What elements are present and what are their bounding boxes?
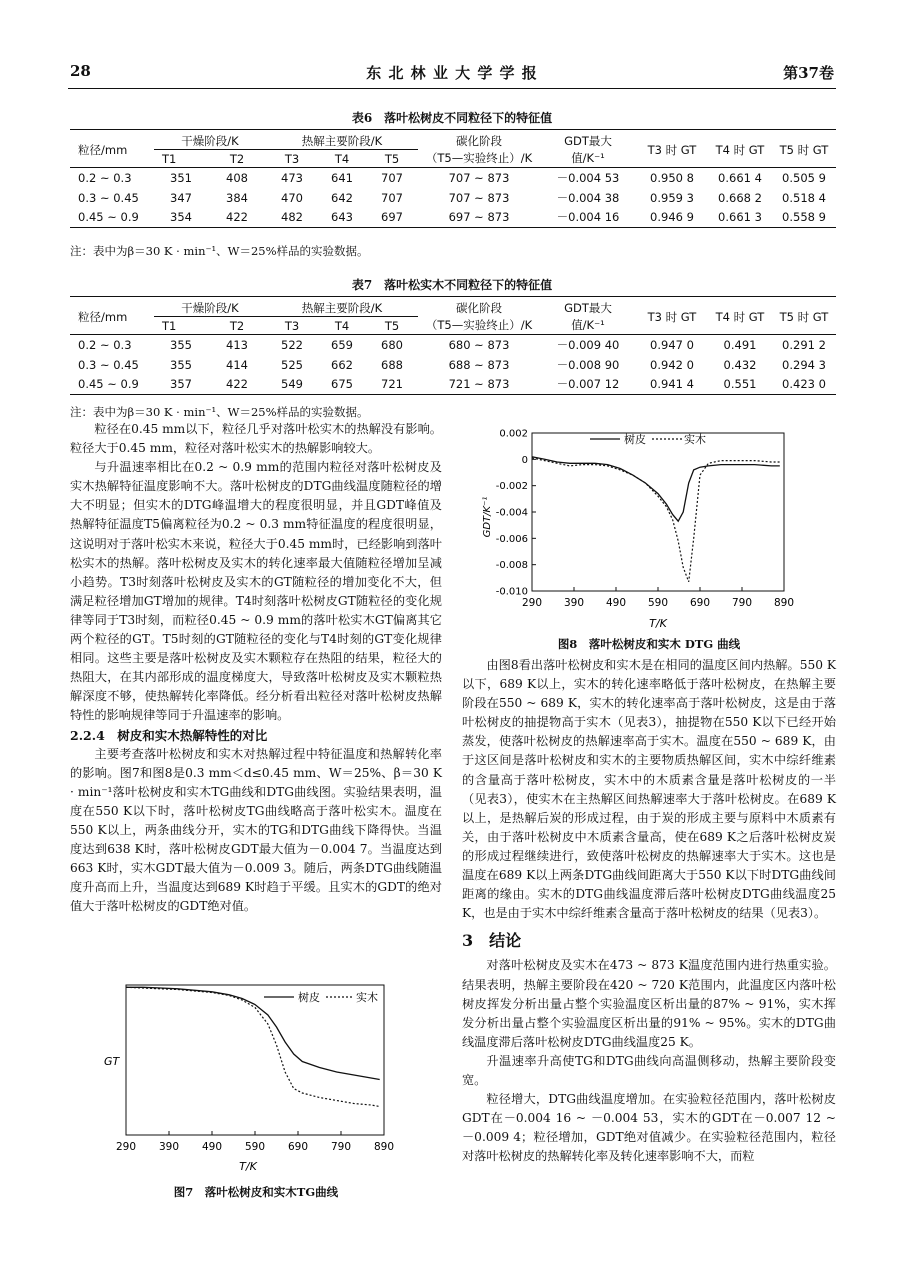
table6-col-carb: 碳化阶段: [456, 134, 502, 149]
table-cell: 688: [381, 357, 403, 372]
table7-note: 注：表中为β＝30 K · min⁻¹、W＝25%样品的实验数据。: [70, 405, 369, 419]
table-cell: 0.2 ~ 0.3: [78, 170, 132, 185]
fig8-xlabel: T/K: [649, 617, 667, 630]
table-cell: 680: [381, 337, 403, 352]
table6-body: [70, 168, 836, 228]
table-cell: 675: [331, 377, 353, 392]
fig8-xtick-label: 390: [563, 597, 585, 609]
table-cell: 525: [281, 357, 303, 372]
table-cell: 0.941 4: [650, 377, 694, 392]
table7-col-main: 热解主要阶段/K: [266, 297, 418, 317]
table7-col-carb2: （T5—实验终止）/K: [425, 318, 533, 333]
table7: [70, 296, 836, 395]
figure-7-tg-chart: [98, 975, 398, 1195]
table-cell: 0.947 0: [650, 337, 694, 352]
table-cell: 347: [170, 190, 192, 205]
table-cell: 0.950 8: [650, 170, 694, 185]
table-cell: 549: [281, 377, 303, 392]
table-cell: 0.45 ~ 0.9: [78, 210, 139, 225]
left-paragraph-3: 主要考查落叶松树皮和实木对热解过程中特征温度和热解转化率的影响。图7和图8是0.3 mm＜d≤0.45 mm、W＝25%、β＝30 K · min⁻¹落叶松树皮和实木TG曲线和DTG曲线图。实验结果表明，温度在550 K以下时，落叶松树皮TG曲线略高于落叶松实木。温度在550 K以上，两条曲线分开，实木的TG和DTG曲线下降得快。当温度达到638 K时，落叶松树皮GDT最大值为－0.004 7。当温度达到663 K时，实木GDT最大值为－0.009 3。随后，两条DTG曲线随温度升高而上升，当温度达到689 K时趋于平缓。且实木的GDT的绝对值大于落叶松树皮的GDT绝对值。: [70, 746, 442, 914]
table-cell: 354: [170, 210, 192, 225]
page-number: 28: [70, 62, 91, 80]
table6-col-carb2: （T5—实验终止）/K: [425, 151, 533, 166]
figure-7-caption: 图7 落叶松树皮和实木TG曲线: [173, 1185, 339, 1199]
table-cell: 0.45 ~ 0.9: [78, 377, 139, 392]
table6-col-gdt: GDT最大: [564, 134, 612, 149]
table-cell: 0.3 ~ 0.45: [78, 190, 139, 205]
table-row: [70, 355, 836, 375]
table-cell: 0.668 2: [718, 190, 762, 205]
fig8-series-bark: [532, 457, 780, 522]
table-row: [70, 335, 836, 355]
section-3-heading: 3 结论: [462, 931, 522, 951]
table-cell: 355: [170, 337, 192, 352]
fig8-legend-bark: 树皮: [624, 433, 646, 446]
table-cell: 482: [281, 210, 303, 225]
table-cell: 522: [281, 337, 303, 352]
table-row: [70, 168, 836, 188]
table-cell: 0.942 0: [650, 357, 694, 372]
fig8-xtick-label: 690: [689, 597, 711, 609]
table-cell: 0.959 3: [650, 190, 694, 205]
table6-title: 表6 落叶松树皮不同粒径下的特征值: [351, 111, 553, 125]
table6-note: 注：表中为β＝30 K · min⁻¹、W＝25%样品的实验数据。: [70, 244, 369, 258]
table-cell: 0.294 3: [782, 357, 826, 372]
table7-col-particle: 粒径/mm: [78, 310, 128, 324]
fig7-xtick-label: 590: [244, 1141, 266, 1153]
table7-body: [70, 335, 836, 395]
table-cell: 413: [226, 337, 248, 352]
fig8-ytick-label: -0.002: [495, 481, 528, 493]
fig8-ytick-label: 0.002: [499, 428, 528, 440]
fig7-xtick-label: 390: [158, 1141, 180, 1153]
table-cell: 0.661 3: [718, 210, 762, 225]
table6-col-t5g: T5 时 GT: [779, 143, 829, 157]
table6-col-main: 热解主要阶段/K: [266, 130, 418, 150]
table6-col-dry: 干燥阶段/K: [154, 130, 266, 150]
table-cell: 680 ~ 873: [448, 337, 510, 352]
left-paragraph-2: 与升温速率相比在0.2 ~ 0.9 mm的范围内粒径对落叶松树皮及实木热解特征温度影响不大。落叶松树皮的DTG曲线温度随粒径的增大不明显；但实木的DTG峰温增大的程度很明显，并且GDT峰值及热解特征温度T5偏离粒径为0.2 ~ 0.3 mm特征温度的程度很明显，这说明对于落叶松实木来说，粒径大于0.45 mm时，已经影响到落叶松实木的热解。落叶松树皮及实木的转化速率最大值随粒径增加呈减小趋势。T3时刻落叶松树皮及实木的GT随粒径的增加变化不大，但满足粒径增加GT增加的规律。T4时刻落叶松树皮GT随粒径的变化规律等同于T3时刻，而粒径0.45 ~ 0.9 mm的落叶松实木GT偏离其它两个粒径的GT。T5时刻的GT随粒径的变化与T4时刻的GT变化规律相同。这些主要是落叶松树皮及实木颗粒存在热阻的结果，粒径大的热阻大，在其内部形成的温度梯度大，导致落叶松树皮及实木颗粒热解深度不够，使热解转化率降低。经分析看出粒径对落叶松树皮热解特性的影响规律等同于升温速率的影响。: [70, 460, 442, 723]
table-cell: 721: [381, 377, 403, 392]
table-cell: 642: [331, 190, 353, 205]
right-paragraph-1: 由图8看出落叶松树皮和实木是在相同的温度区间内热解。550 K以下，689 K以上，实木的转化速率略低于落叶松树皮，在热解主要阶段在550 ~ 689 K，实木的转化速率高于落叶松树皮，这是由于落叶松树皮的抽提物高于实木（见表3），抽提物在550 K以下已经开始蒸发，使落叶松树皮的热解速率高于实木。温度在550 ~ 689 K，由于这区间是落叶松树皮和实木的主要物质热解区间，实木中综纤维素的含量高于落叶松树皮，实木中的木质素含量是落叶松树皮的一半（见表3），使实木在主热解区间热解速率大于落叶松树皮。在689 K以上，是热解后炭的形成过程，由于炭的形成主要与原料中木质素有关，由于落叶松树皮中木质素含量高，使在689 K之后落叶松树皮炭的形成过程继续进行，致使落叶松树皮的热解速率大于实木。这也是温度在689 K以上两条DTG曲线间距离大于550 K以下时DTG曲线间距离的缘由。实木的DTG曲线温度滞后落叶松树皮DTG曲线温度25 K，也是由于实木中综纤维素含量高于落叶松树皮的结果（见表3）。: [462, 658, 836, 921]
header-rule: [68, 88, 836, 89]
volume-label: 第37卷: [783, 64, 834, 82]
table-cell: 707: [381, 190, 403, 205]
table-cell: 473: [281, 170, 303, 185]
table-cell: 0.432: [723, 357, 757, 372]
fig7-series-bark: [126, 987, 380, 1079]
table-cell: －0.009 40: [556, 337, 620, 352]
table-cell: 422: [226, 210, 248, 225]
fig8-ytick-label: -0.010: [495, 586, 528, 598]
table-row: [70, 375, 836, 395]
table6: [70, 129, 836, 228]
fig7-ylabel: GT: [104, 1055, 120, 1068]
table7-sub: T2: [229, 318, 245, 333]
fig7-xtick-label: 690: [287, 1141, 309, 1153]
figure-8-caption: 图8 落叶松树皮和实木 DTG 曲线: [557, 637, 741, 651]
left-column: [70, 420, 442, 916]
table-cell: 0.505 9: [782, 170, 826, 185]
fig7-xtick-label: 490: [201, 1141, 223, 1153]
table-cell: －0.004 16: [556, 210, 620, 225]
table-cell: －0.007 12: [556, 377, 620, 392]
table-cell: 351: [170, 170, 192, 185]
table-cell: 0.423 0: [782, 377, 826, 392]
table-cell: 659: [331, 337, 353, 352]
table-cell: 0.518 4: [782, 190, 826, 205]
right-paragraph-2: 对落叶松树皮及实木在473 ~ 873 K温度范围内进行热重实验。结果表明，热解主要阶段在420 ~ 720 K范围内，此温度区内落叶松树皮挥发分析出量占整个实验温度区析出量的87% ~ 91%，实木挥发分析出量占整个实验温度区析出量的91% ~ 95%。实木的DTG曲线温度滞后落叶松树皮DTG曲线温度25 K。: [462, 958, 836, 1049]
table6-sub: T2: [229, 151, 245, 166]
table7-col-t4g: T4 时 GT: [715, 310, 765, 324]
table6-col-t3g: T3 时 GT: [647, 143, 697, 157]
fig8-xtick-label: 890: [773, 597, 795, 609]
fig8-legend-wood: 实木: [684, 433, 706, 446]
table-cell: 0.291 2: [782, 337, 826, 352]
fig8-xtick-label: 790: [731, 597, 753, 609]
table6-sub: T5: [384, 151, 400, 166]
table-row: [70, 188, 836, 208]
fig8-ytick-label: 0: [521, 454, 528, 466]
fig7-legend-bark: 树皮: [298, 991, 320, 1004]
table-cell: 643: [331, 210, 353, 225]
table-cell: 422: [226, 377, 248, 392]
table-cell: 707: [381, 170, 403, 185]
fig8-xtick-label: 590: [647, 597, 669, 609]
table-cell: －0.004 53: [556, 170, 620, 185]
fig8-ytick-label: -0.006: [495, 533, 528, 545]
table-cell: 0.661 4: [718, 170, 762, 185]
table-cell: 641: [331, 170, 353, 185]
fig8-xtick-label: 490: [605, 597, 627, 609]
table-cell: 0.946 9: [650, 210, 694, 225]
table7-sub: T5: [384, 318, 400, 333]
fig8-xtick-label: 290: [521, 597, 543, 609]
table7-title: 表7 落叶松实木不同粒径下的特征值: [351, 278, 553, 292]
table7-sub: T3: [284, 318, 300, 333]
table-cell: 355: [170, 357, 192, 372]
table-cell: 697: [381, 210, 403, 225]
fig7-xtick-label: 790: [330, 1141, 352, 1153]
table6-sub: T4: [334, 151, 350, 166]
table-cell: 721 ~ 873: [448, 377, 510, 392]
table6-col-gdt2: 值/K⁻¹: [571, 151, 605, 166]
table7-sub: T1: [162, 318, 177, 333]
fig7-legend-wood: 实木: [356, 991, 378, 1004]
right-column: [462, 656, 836, 1166]
fig7-xlabel: T/K: [239, 1160, 257, 1173]
table-cell: 0.558 9: [782, 210, 826, 225]
table7-col-carb: 碳化阶段: [456, 301, 502, 316]
table-cell: 0.551: [723, 377, 757, 392]
right-paragraph-4: 粒径增大，DTG曲线温度增加。在实验粒径范围内，落叶松树皮GDT在－0.004 16 ~ －0.004 53，实木的GDT在－0.007 12 ~ －0.009 4；粒径增加，GDT绝对值减少。在实验粒径范围内，粒径对落叶松树皮的热解转化率及转化速率影响不大，而粒: [462, 1092, 836, 1164]
table-cell: －0.004 38: [556, 190, 620, 205]
table6-sub: T1: [162, 151, 177, 166]
left-paragraph-1: 粒径在0.45 mm以下，粒径几乎对落叶松实木的热解没有影响。粒径大于0.45 mm，粒径对落叶松实木的热解影响较大。: [70, 422, 442, 456]
fig7-series-wood: [126, 987, 380, 1106]
table-cell: 408: [226, 170, 248, 185]
table-cell: 707 ~ 873: [448, 170, 510, 185]
table-cell: 357: [170, 377, 192, 392]
fig8-ytick-label: -0.004: [495, 507, 528, 519]
table-cell: 384: [226, 190, 248, 205]
fig8-ylabel: GDT/K⁻¹: [482, 496, 493, 538]
right-paragraph-3: 升温速率升高使TG和DTG曲线向高温侧移动，热解主要阶段变宽。: [462, 1053, 836, 1087]
table6-sub: T3: [284, 151, 300, 166]
table7-col-dry: 干燥阶段/K: [154, 297, 266, 317]
figure-8-dtg-chart: [470, 425, 815, 635]
table-cell: －0.008 90: [556, 357, 620, 372]
table7-col-t3g: T3 时 GT: [647, 310, 697, 324]
table-cell: 0.491: [723, 337, 757, 352]
table7-col-t5g: T5 时 GT: [779, 310, 829, 324]
table-cell: 0.3 ~ 0.45: [78, 357, 139, 372]
table-cell: 662: [331, 357, 353, 372]
table-row: [70, 208, 836, 228]
table7-col-gdt2: 值/K⁻¹: [571, 318, 605, 333]
table-cell: 688 ~ 873: [448, 357, 510, 372]
table-cell: 697 ~ 873: [448, 210, 510, 225]
fig7-xtick-label: 290: [115, 1141, 137, 1153]
table6-col-particle: 粒径/mm: [78, 143, 128, 157]
fig8-frame: [532, 433, 784, 591]
fig8-series-wood: [532, 458, 780, 582]
fig8-ytick-label: -0.008: [495, 560, 528, 572]
section-2-2-4-heading: 2.2.4 树皮和实木热解特性的对比: [70, 727, 268, 743]
table-cell: 414: [226, 357, 248, 372]
table6-col-t4g: T4 时 GT: [715, 143, 765, 157]
table7-sub: T4: [334, 318, 350, 333]
table-cell: 0.2 ~ 0.3: [78, 337, 132, 352]
table-cell: 470: [281, 190, 303, 205]
fig7-xtick-label: 890: [373, 1141, 395, 1153]
table-cell: 707 ~ 873: [448, 190, 510, 205]
table7-col-gdt: GDT最大: [564, 301, 612, 316]
journal-title: 东 北 林 业 大 学 学 报: [366, 64, 538, 82]
